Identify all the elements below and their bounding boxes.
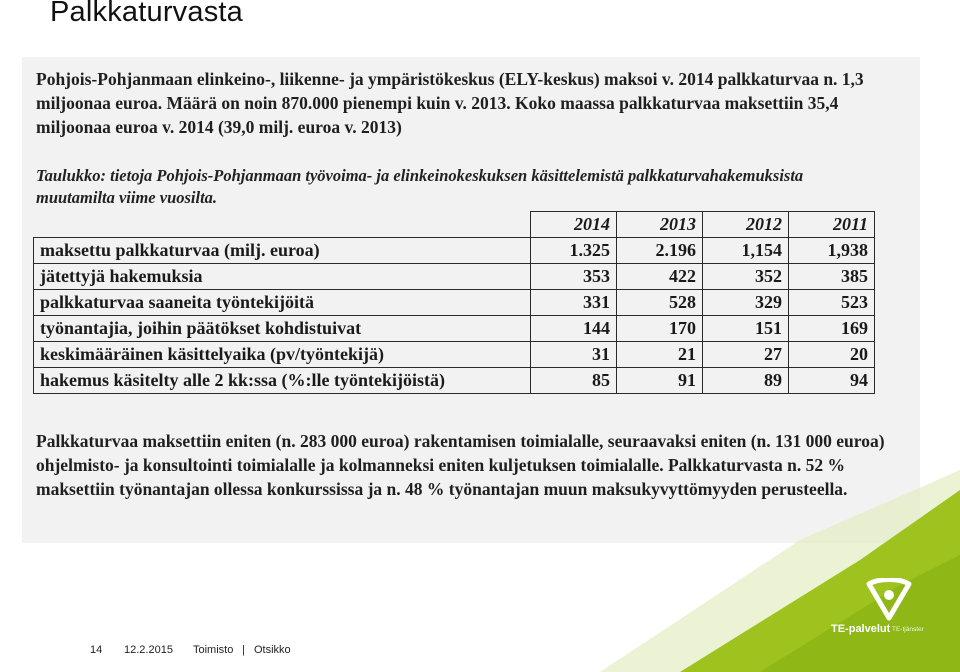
- cell-value: 353: [531, 264, 617, 290]
- cell-value: 422: [617, 264, 703, 290]
- footer-separator: |: [242, 644, 245, 656]
- footer-title: Otsikko: [254, 644, 291, 656]
- cell-value: 329: [703, 290, 789, 316]
- cell-value: 85: [531, 368, 617, 394]
- year-header: 2013: [617, 212, 703, 238]
- row-label: hakemus käsitelty alle 2 kk:ssa (%:lle työntekijöistä): [34, 368, 531, 394]
- cell-value: 170: [617, 316, 703, 342]
- cell-value: 385: [789, 264, 875, 290]
- cell-value: 1.325: [531, 238, 617, 264]
- cell-value: 169: [789, 316, 875, 342]
- row-label: keskimääräinen käsittelyaika (pv/työntekijä): [34, 342, 531, 368]
- footer-org: Toimisto: [193, 644, 234, 656]
- cell-value: 21: [617, 342, 703, 368]
- row-label: jätettyjä hakemuksia: [34, 264, 531, 290]
- slide-title: Palkkaturvasta: [50, 0, 243, 28]
- cell-value: 94: [789, 368, 875, 394]
- row-label: työnantajia, joihin päätökset kohdistuivat: [34, 316, 531, 342]
- cell-value: 2.196: [617, 238, 703, 264]
- footer-page-number: 14: [90, 644, 103, 656]
- year-header: 2012: [703, 212, 789, 238]
- year-header: 2011: [789, 212, 875, 238]
- logo-name: TE-palvelut: [831, 623, 891, 635]
- cell-value: 331: [531, 290, 617, 316]
- row-label: palkkaturvaa saaneita työntekijöitä: [34, 290, 531, 316]
- row-label: maksettu palkkaturvaa (milj. euroa): [34, 238, 531, 264]
- footer-date: 12.2.2015: [124, 644, 173, 656]
- cell-value: 27: [703, 342, 789, 368]
- cell-value: 31: [531, 342, 617, 368]
- cell-value: 89: [703, 368, 789, 394]
- year-header: 2014: [531, 212, 617, 238]
- cell-value: 523: [789, 290, 875, 316]
- logo-tagline: TE-tjänster: [892, 626, 924, 633]
- intro-paragraph: Pohjois-Pohjanmaan elinkeino-, liikenne- ja ympäristökeskus (ELY-keskus) maksoi v. 2014 palkkaturvaa n. 1,3 miljoonaa euroa. Määrä on noin 870.000 pienempi kuin v. 2013. Koko maassa palkkaturvaa maksettiin 35,4 miljoonaa euroa v. 2014 (39,0 milj. euroa v. 2013): [36, 69, 864, 137]
- cell-value: 20: [789, 342, 875, 368]
- cell-value: 352: [703, 264, 789, 290]
- cell-value: 151: [703, 316, 789, 342]
- outro-paragraph: Palkkaturvaa maksettiin eniten (n. 283 000 euroa) rakentamisen toimialalle, seuraavaksi eniten (n. 131 000 euroa) ohjelmisto- ja konsultointi toimialalle ja kolmanneksi eniten kuljetuksen toimialalle. Palkkaturvasta n. 52 % maksettiin työnantajan ollessa konkurssissa ja n. 48 % työnantajan muun maksukyvyttömyyden perusteella.: [36, 431, 885, 499]
- cell-value: 144: [531, 316, 617, 342]
- te-logo-icon: [865, 578, 913, 622]
- table-caption: Taulukko: tietoja Pohjois-Pohjanmaan työvoima- ja elinkeinokeskuksen käsittelemistä palkkaturvahakemuksista muutamilta viime vuosilta.: [36, 166, 804, 207]
- cell-value: 1,938: [789, 238, 875, 264]
- cell-value: 91: [617, 368, 703, 394]
- cell-value: 528: [617, 290, 703, 316]
- cell-value: 1,154: [703, 238, 789, 264]
